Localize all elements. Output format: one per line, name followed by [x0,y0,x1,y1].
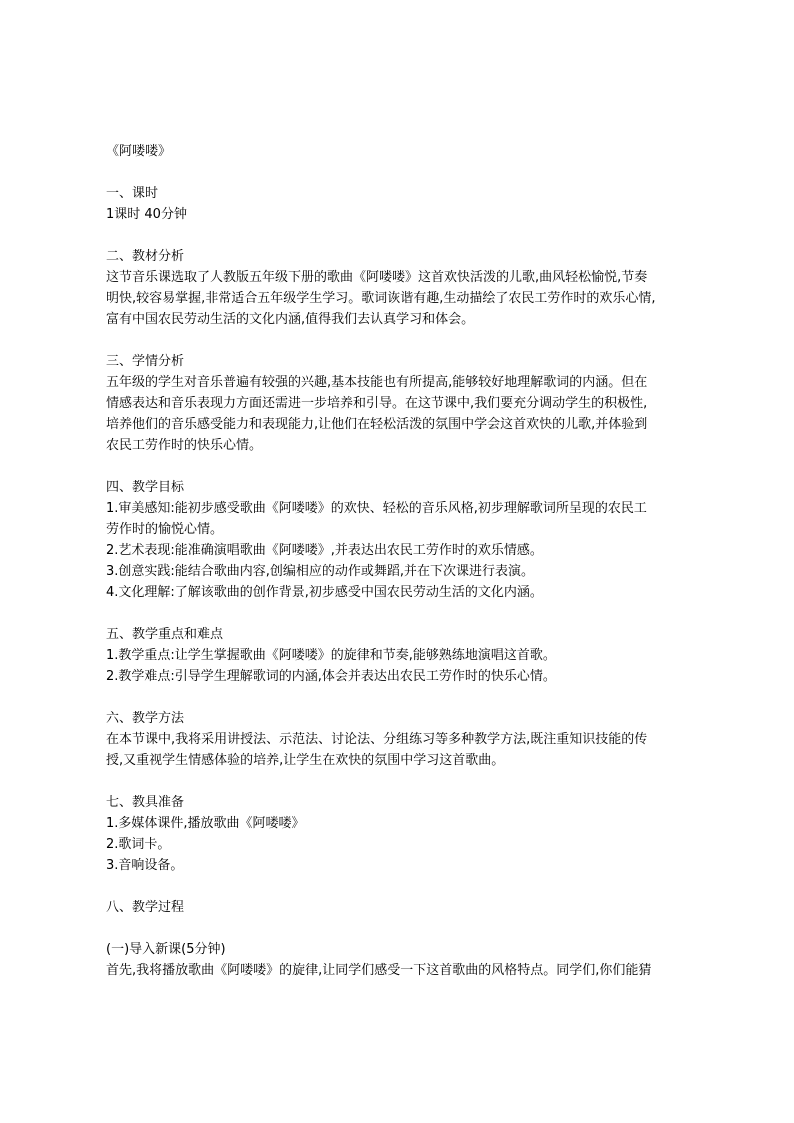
paragraph-line: 4.文化理解:了解该歌曲的创作背景,初步感受中国农民劳动生活的文化内涵。 [106,585,543,600]
paragraph-line: 明快,较容易掌握,非常适合五年级学生学习。歌词诙谐有趣,生动描绘了农民工劳作时的欢乐心情, [106,291,656,306]
paragraph-line: 富有中国农民劳动生活的文化内涵,值得我们去认真学习和体会。 [106,312,475,327]
section-heading-student-analysis: 三、学情分析 [106,354,185,369]
section-heading-teaching-process: 八、教学过程 [106,900,185,915]
paragraph-line: 2.教学难点:引导学生理解歌词的内涵,体会并表达出农民工劳作时的快乐心情。 [106,669,556,684]
paragraph-line: 首先,我将播放歌曲《阿喽喽》的旋律,让同学们感受一下这首歌曲的风格特点。同学们,你们能猜 [106,963,652,978]
paragraph-line: 劳作时的愉悦心情。 [106,522,224,537]
section-heading-teaching-methods: 六、教学方法 [106,711,185,726]
paragraph-line: 2.歌词卡。 [106,837,171,852]
document-title: 《阿喽喽》 [106,144,172,159]
paragraph-line: 培养他们的音乐感受能力和表现能力,让他们在轻松活泼的氛围中学会这首欢快的儿歌,并体验到 [106,417,648,432]
paragraph-line: 五年级的学生对音乐普遍有较强的兴趣,基本技能也有所提高,能够较好地理解歌词的内涵。但在 [106,375,648,390]
paragraph-line: 这节音乐课选取了人教版五年级下册的歌曲《阿喽喽》这首欢快活泼的儿歌,曲风轻松愉悦,节奏 [106,270,648,285]
paragraph-line: 情感表达和音乐表现力方面还需进一步培养和引导。在这节课中,我们要充分调动学生的积极性, [106,396,648,411]
paragraph-line: 1.多媒体课件,播放歌曲《阿喽喽》 [106,816,305,831]
paragraph-line: 3.创意实践:能结合歌曲内容,创编相应的动作或舞蹈,并在下次课进行表演。 [106,564,535,579]
paragraph-line: 1.教学重点:让学生掌握歌曲《阿喽喽》的旋律和节奏,能够熟练地演唱这首歌。 [106,648,556,663]
section-heading-key-points: 五、教学重点和难点 [106,627,224,642]
paragraph-line: 授,又重视学生情感体验的培养,让学生在欢快的氛围中学习这首歌曲。 [106,753,505,768]
paragraph-line: 3.音响设备。 [106,858,184,873]
paragraph-line: 在本节课中,我将采用讲授法、示范法、讨论法、分组练习等多种教学方法,既注重知识技能的传 [106,732,648,747]
section-heading-class-hours: 一、课时 [106,186,159,201]
section-heading-teaching-aids: 七、教具准备 [106,795,185,810]
section-heading-material-analysis: 二、教材分析 [106,249,185,264]
paragraph-line: 1.审美感知:能初步感受歌曲《阿喽喽》的欢快、轻松的音乐风格,初步理解歌词所呈现的农民工 [106,501,647,516]
subsection-heading-introduction: (一)导入新课(5分钟) [106,942,226,957]
section-heading-teaching-goals: 四、教学目标 [106,480,185,495]
paragraph-line: 1课时 40分钟 [106,207,187,222]
document-body [106,141,692,981]
paragraph-line: 2.艺术表现:能准确演唱歌曲《阿喽喽》,并表达出农民工劳作时的欢乐情感。 [106,543,543,558]
paragraph-line: 农民工劳作时的快乐心情。 [106,438,263,453]
